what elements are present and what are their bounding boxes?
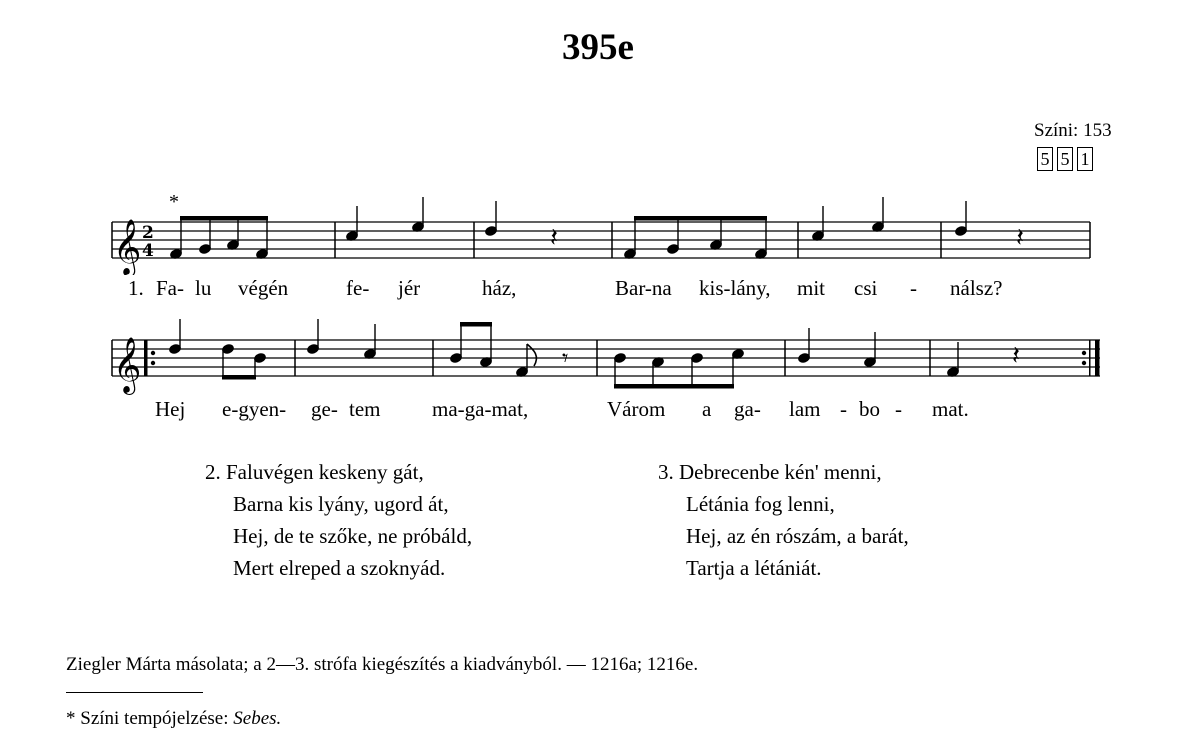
beam	[222, 375, 256, 380]
lyric-syllable: ma-ga-mat,	[432, 397, 529, 421]
lyric-syllable: ház,	[482, 276, 517, 300]
lyric-syllable: -	[910, 276, 917, 300]
source-note: Ziegler Márta másolata; a 2—3. strófa kiegészítés a kiadványból. — 1216a; 1216e.	[66, 654, 699, 675]
lyric-syllable: mit	[797, 276, 826, 300]
verse-line: Mert elreped a szoknyád.	[233, 556, 446, 580]
song-number: 395e	[562, 27, 634, 68]
lyric-syllable: Várom	[607, 397, 666, 421]
verse-line: Tartja a létániát.	[686, 556, 822, 580]
lyric-syllable: jér	[398, 276, 421, 300]
music-staff-2	[0, 300, 1200, 395]
verse-2	[205, 456, 472, 584]
lyric-syllable: bo	[859, 397, 880, 421]
verse-3	[658, 456, 909, 584]
szini-reference: Színi: 153	[1034, 120, 1112, 141]
beam	[614, 384, 734, 389]
lyric-syllable: 1.	[128, 276, 144, 300]
footnote-tempo: Sebes.	[233, 708, 282, 729]
lyric-syllable: Bar-na	[615, 276, 672, 300]
verse-line: Létánia fog lenni,	[686, 492, 835, 516]
lyric-syllable: Hej	[155, 397, 186, 421]
lyric-syllable: nálsz?	[950, 276, 1003, 300]
treble-clef-icon: 𝄞	[113, 219, 142, 275]
time-signature-bottom: 4	[142, 241, 154, 261]
lyric-syllable: -	[840, 397, 847, 421]
lyric-syllable: csi	[854, 276, 878, 300]
lyric-syllable: tem	[349, 397, 381, 421]
footnote	[66, 708, 281, 730]
lyric-syllable: mat.	[932, 397, 969, 421]
notes-staff-2	[168, 319, 1020, 389]
verse-line: 3. Debrecenbe kén' menni,	[658, 460, 882, 484]
lyric-syllable: lu	[195, 276, 212, 300]
eighth-flag	[527, 344, 536, 366]
verse-line: Hej, az én rószám, a barát,	[686, 524, 909, 548]
verse-line: Hej, de te szőke, ne próbáld,	[233, 524, 473, 548]
quarter-rest-icon: 𝄽	[1016, 223, 1024, 253]
lyric-syllable: Fa-	[156, 276, 184, 300]
szini-box-1: 5	[1037, 147, 1053, 171]
tempo-footnote-star: *	[169, 191, 179, 213]
eighth-rest-icon: 𝄾	[562, 344, 569, 372]
lyric-syllable: lam	[789, 397, 821, 421]
lyric-syllable: e-gyen-	[222, 397, 287, 421]
verse-line: Barna kis lyány, ugord át,	[233, 492, 449, 516]
quarter-rest-icon: 𝄽	[1012, 341, 1020, 371]
beam	[180, 216, 268, 221]
verse-line: 2. Faluvégen keskeny gát,	[205, 460, 424, 484]
lyric-syllable: fe-	[346, 276, 370, 300]
beam	[460, 322, 492, 327]
lyric-syllable: kis-lány,	[699, 276, 771, 300]
lyric-syllable: a	[702, 397, 712, 421]
lyric-syllable: -	[895, 397, 902, 421]
lyric-syllable: ge-	[311, 397, 338, 421]
beam	[634, 216, 767, 221]
notes-staff-1	[169, 197, 1024, 260]
szini-box-2: 5	[1057, 147, 1073, 171]
music-staff-1	[0, 180, 1200, 275]
szini-box-3: 1	[1077, 147, 1093, 171]
lyric-syllable: végén	[238, 276, 289, 300]
time-signature-top: 2	[142, 223, 154, 243]
footnote-divider	[66, 692, 203, 693]
szini-boxed-numbers	[1037, 147, 1093, 171]
treble-clef-icon: 𝄞	[113, 337, 142, 393]
lyric-syllable: ga-	[734, 397, 761, 421]
footnote-text: * Színi tempójelzése:	[66, 708, 234, 729]
quarter-rest-icon: 𝄽	[550, 223, 558, 253]
